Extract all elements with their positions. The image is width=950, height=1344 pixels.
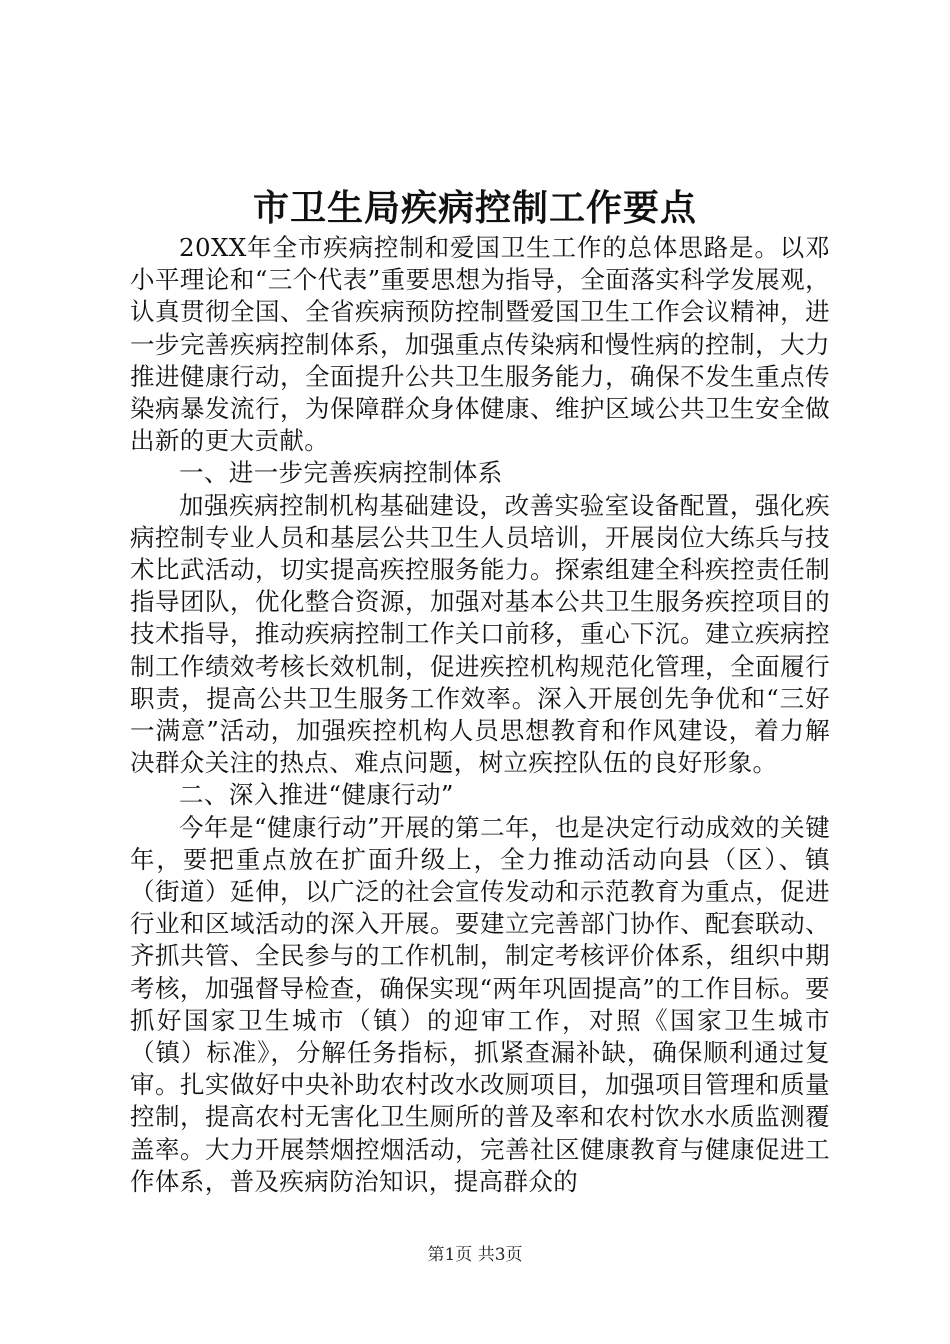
section-1-paragraph: 加强疾病控制机构基础建设，改善实验室设备配置，强化疾病控制专业人员和基层公共卫生人员培训，开展岗位大练兵与技术比武活动，切实提高疾控服务能力。探索组建全科疾控责任制指导团队，优化整合资源，加强对基本公共卫生服务疾控项目的技术指导，推动疾病控制工作关口前移，重心下沉。建立疾病控制工作绩效考核长效机制，促进疾控机构规范化管理，全面履行职责，提高公共卫生服务工作效率。深入开展创先争优和“三好一满意”活动，加强疾控机构人员思想教育和作风建设，着力解决群众关注的热点、难点问题，树立疾控队伍的良好形象。 (130, 490, 830, 778)
page-number-footer: 第1页 共3页 (427, 1245, 523, 1265)
section-2-paragraph: 今年是“健康行动”开展的第二年，也是决定行动成效的关键年，要把重点放在扩面升级上，全力推动活动向县（区）、镇（街道）延伸，以广泛的社会宣传发动和示范教育为重点，促进行业和区域活动的深入开展。要建立完善部门协作、配套联动、齐抓共管、全民参与的工作机制，制定考核评价体系，组织中期考核，加强督导检查，确保实现“两年巩固提高”的工作目标。要抓好国家卫生城市（镇）的迎审工作，对照《国家卫生城市（镇）标准》，分解任务指标，抓紧查漏补缺，确保顺利通过复审。扎实做好中央补助农村改水改厕项目，加强项目管理和质量控制，提高农村无害化卫生厕所的普及率和农村饮水水质监测覆盖率。大力开展禁烟控烟活动，完善社区健康教育与健康促进工作体系，普及疾病防治知识，提高群众的 (130, 812, 830, 1196)
intro-paragraph: 20XX年全市疾病控制和爱国卫生工作的总体思路是。以邓小平理论和“三个代表”重要思想为指导，全面落实科学发展观，认真贯彻全国、全省疾病预防控制暨爱国卫生工作会议精神，进一步完善疾病控制体系，加强重点传染病和慢性病的控制，大力推进健康行动，全面提升公共卫生服务能力，确保不发生重点传染病暴发流行，为保障群众身体健康、维护区域公共卫生安全做出新的更大贡献。 (130, 233, 830, 456)
document-body (130, 232, 830, 1198)
section-heading-1: 一、进一步完善疾病控制体系 (179, 458, 503, 488)
document-title: 市卫生局疾病控制工作要点 (252, 187, 697, 229)
section-heading-2: 二、深入推进“健康行动” (179, 780, 454, 810)
